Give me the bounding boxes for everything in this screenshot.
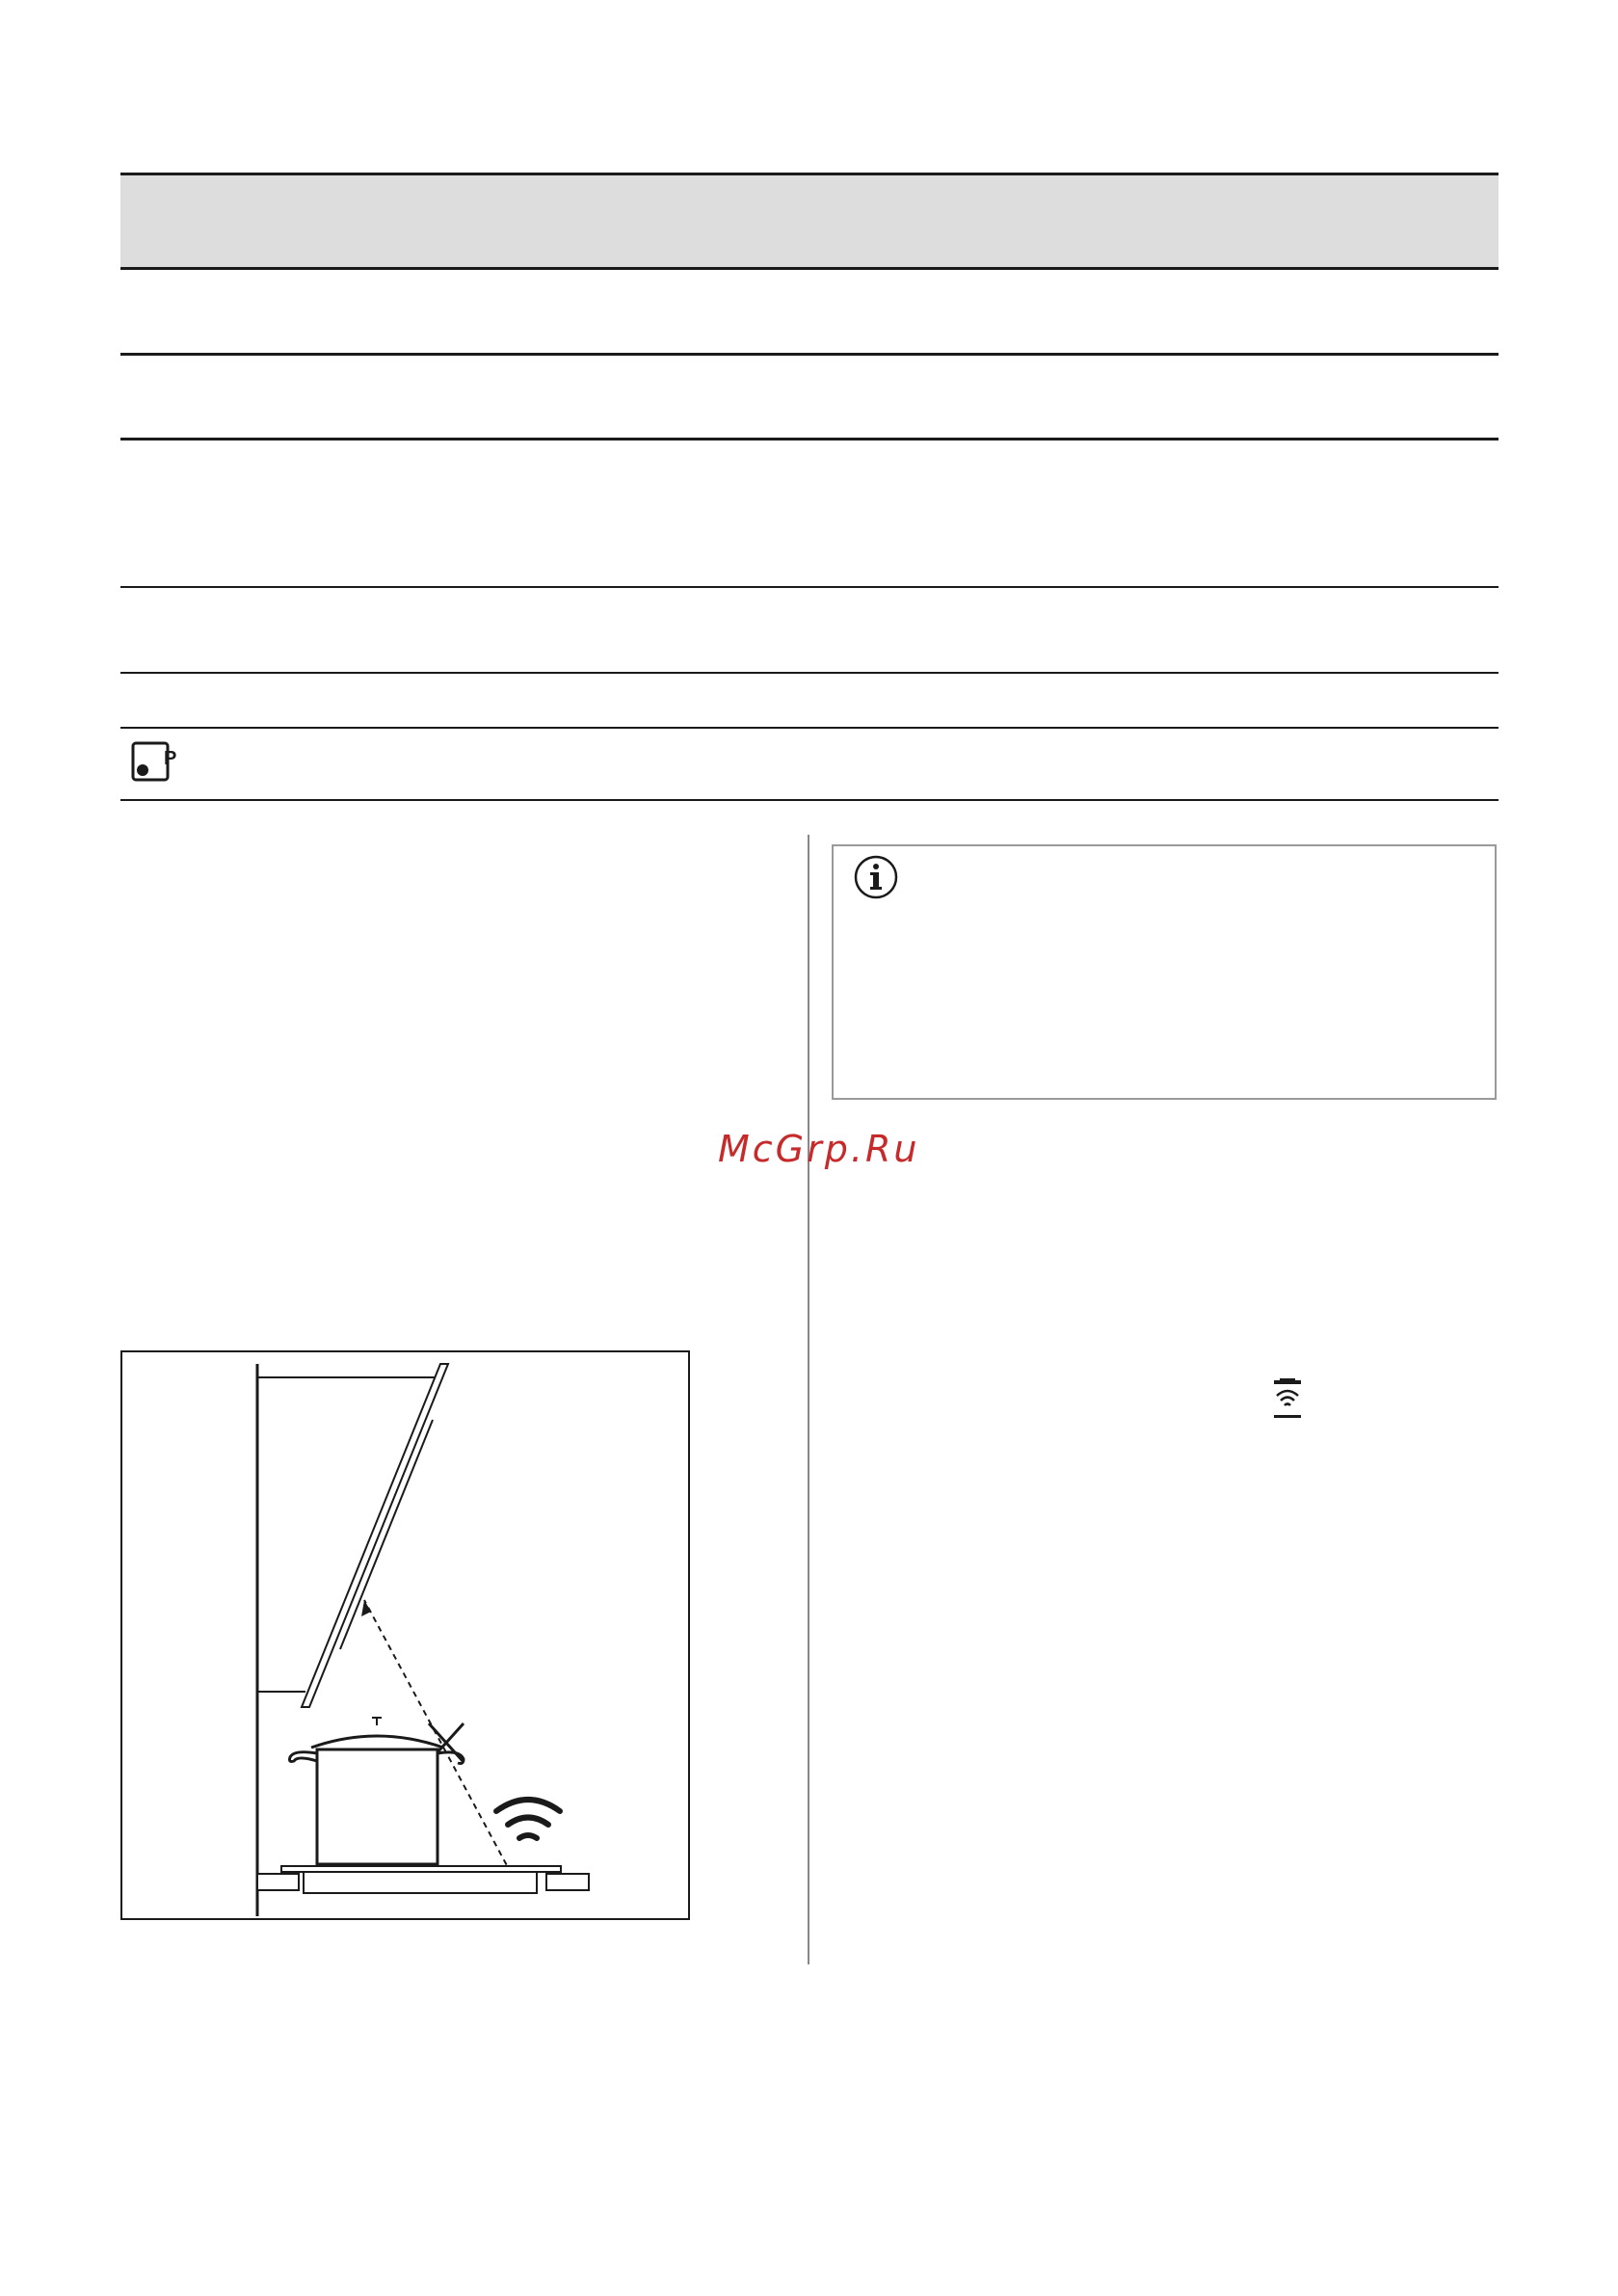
pot-handle (290, 1752, 318, 1762)
wifi-signal-icon (508, 1818, 548, 1826)
table-rule-top (120, 173, 1499, 175)
worktop-left (257, 1874, 299, 1890)
column-divider (808, 835, 809, 1964)
watermark: McGrp.Ru (718, 1128, 920, 1170)
hood-glass-panel (302, 1364, 448, 1707)
table-rule (120, 672, 1499, 674)
hob-body (304, 1872, 537, 1893)
info-note-box (832, 844, 1497, 1100)
svg-text:P: P (164, 748, 177, 769)
pot-lid (311, 1736, 443, 1748)
wifi-signal-icon (519, 1835, 537, 1838)
table-rule (120, 586, 1499, 588)
table-rule-bottom (120, 799, 1499, 801)
table-header-band (120, 174, 1499, 268)
table-rule-header-bottom (120, 267, 1499, 270)
info-icon (853, 854, 899, 900)
hood-frame-line (340, 1420, 433, 1649)
cooking-pot (317, 1749, 438, 1864)
power-level-p-icon (131, 741, 181, 784)
hob-to-hood-connectivity-icon (1268, 1378, 1307, 1421)
table-rule (120, 438, 1499, 441)
worktop-right (546, 1874, 589, 1890)
table-rule (120, 727, 1499, 729)
table-rule (120, 353, 1499, 356)
hob-pot-hood-diagram (122, 1352, 688, 1918)
wifi-signal-icon (496, 1800, 560, 1811)
hood-installation-figure (120, 1350, 690, 1920)
